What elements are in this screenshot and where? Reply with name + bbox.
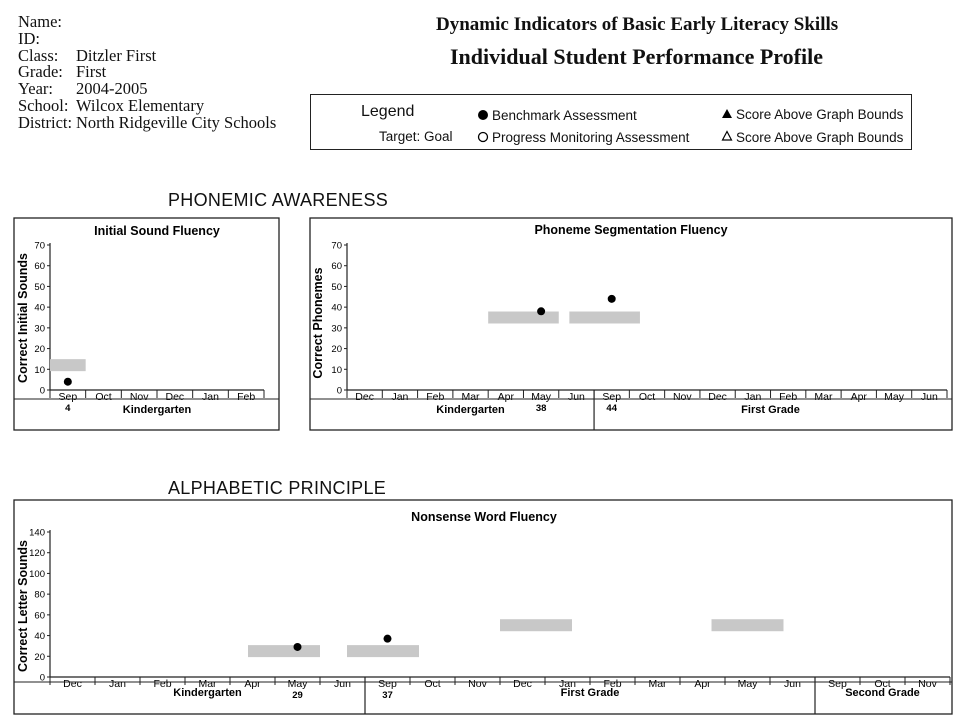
info-value: 2004-2005 [76, 79, 148, 99]
y-tick-label: 40 [34, 302, 45, 314]
benchmark-point [294, 643, 302, 651]
x-tick-label: May [531, 391, 552, 403]
x-tick-label: Apr [497, 391, 514, 403]
x-tick-label: Jan [391, 391, 409, 403]
score-label: 29 [292, 690, 303, 701]
y-tick-label: 50 [331, 281, 342, 293]
y-tick-label: 50 [34, 281, 45, 293]
y-tick-label: 0 [39, 385, 45, 397]
goal-bar [347, 645, 419, 657]
y-axis-label: Correct Letter Sounds [16, 540, 30, 672]
segment-label: First Grade [560, 687, 620, 699]
y-tick-label: 70 [331, 240, 342, 252]
y-tick-label: 20 [34, 344, 45, 356]
x-tick-label: May [884, 391, 904, 403]
y-axis-label: Correct Phonemes [311, 267, 325, 379]
segment-label: Kindergarten [122, 404, 192, 416]
x-tick-label: Mar [198, 678, 217, 690]
x-tick-label: Feb [237, 391, 256, 403]
segment-label: Kindergarten [436, 404, 505, 416]
info-label: School: [18, 95, 69, 115]
score-label: 44 [606, 403, 617, 414]
info-value: Ditzler First [76, 45, 157, 65]
x-tick-label: Dec [63, 678, 82, 690]
x-tick-label: Feb [426, 391, 445, 403]
goal-bar [248, 645, 320, 657]
x-tick-label: Feb [153, 678, 172, 690]
info-label: ID: [18, 28, 40, 48]
goal-bar [569, 312, 640, 324]
chart-2 [310, 218, 952, 430]
goal-bar [488, 312, 559, 324]
info-value: First [76, 62, 107, 82]
segment-label: Second Grade [845, 687, 920, 699]
legend-target: Target: Goal [379, 129, 453, 144]
score-label: 37 [382, 690, 393, 701]
y-tick-label: 30 [34, 323, 45, 335]
goal-bar [500, 619, 572, 631]
y-tick-label: 10 [34, 364, 45, 376]
report-subtitle: Individual Student Performance Profile [450, 44, 823, 69]
x-tick-label: Mar [648, 678, 667, 690]
x-tick-label: Jun [920, 391, 938, 403]
x-tick-label: Dec [513, 678, 532, 690]
y-tick-label: 40 [34, 631, 45, 643]
report-title: Dynamic Indicators of Basic Early Literacy Skills [436, 14, 839, 35]
legend-benchmark: Benchmark Assessment [492, 108, 637, 123]
x-tick-label: Dec [708, 391, 727, 403]
x-tick-label: Jan [559, 678, 576, 690]
y-tick-label: 60 [34, 610, 45, 622]
x-tick-label: Apr [850, 391, 867, 403]
x-tick-label: Feb [779, 391, 798, 403]
benchmark-point [384, 635, 392, 643]
y-tick-label: 10 [331, 364, 342, 376]
y-tick-label: 120 [29, 548, 45, 560]
info-value: North Ridgeville City Schools [76, 112, 277, 132]
y-tick-label: 20 [34, 651, 45, 663]
x-tick-label: Apr [244, 678, 261, 690]
legend-progress: Progress Monitoring Assessment [492, 130, 690, 145]
score-label: 38 [535, 403, 547, 414]
y-axis-label: Correct Initial Sounds [16, 253, 30, 383]
x-tick-label: Jan [202, 391, 219, 403]
legend-above-open: Score Above Graph Bounds [736, 130, 904, 145]
y-tick-label: 60 [331, 261, 342, 273]
chart-3 [14, 500, 952, 714]
y-tick-label: 0 [39, 672, 45, 684]
x-tick-label: Jun [567, 391, 585, 403]
info-label: Year: [18, 79, 53, 99]
x-tick-label: Nov [129, 391, 149, 403]
x-tick-label: Mar [814, 391, 833, 403]
benchmark-point [537, 307, 545, 315]
info-label: Name: [18, 12, 62, 31]
y-tick-label: 80 [34, 589, 45, 601]
x-tick-label: Feb [603, 678, 622, 690]
segment-label: Kindergarten [173, 687, 242, 699]
y-tick-label: 70 [34, 240, 45, 252]
segment-label: First Grade [741, 404, 800, 416]
legend-above-filled: Score Above Graph Bounds [736, 107, 904, 122]
x-tick-label: Dec [165, 391, 185, 403]
chart-title: Initial Sound Fluency [94, 224, 220, 238]
legend-title: Legend [361, 103, 415, 120]
x-tick-label: Jun [784, 678, 801, 690]
x-tick-label: May [287, 678, 308, 690]
info-label: Class: [18, 45, 59, 65]
x-tick-label: Oct [424, 678, 441, 690]
benchmark-point [64, 378, 72, 386]
y-tick-label: 40 [331, 302, 342, 314]
x-tick-label: Jan [744, 391, 762, 403]
y-tick-label: 140 [29, 527, 45, 539]
y-tick-label: 100 [29, 568, 45, 580]
y-tick-label: 30 [331, 323, 342, 335]
y-tick-label: 60 [34, 261, 45, 273]
chart-1 [14, 218, 279, 430]
x-tick-label: Nov [468, 678, 487, 690]
score-label: 4 [65, 403, 71, 414]
x-tick-label: Nov [672, 391, 692, 403]
x-tick-label: Jan [109, 678, 126, 690]
x-tick-label: Mar [461, 391, 480, 403]
info-label: Grade: [18, 62, 63, 82]
benchmark-point [608, 295, 616, 303]
goal-bar [712, 619, 784, 631]
x-tick-label: Jun [334, 678, 351, 690]
x-tick-label: Apr [694, 678, 711, 690]
chart-title: Phoneme Segmentation Fluency [534, 223, 728, 237]
section-phonemic: PHONEMIC AWARENESS [168, 190, 389, 210]
chart-title: Nonsense Word Fluency [411, 510, 557, 524]
x-tick-label: Sep [58, 391, 78, 403]
x-tick-label: Sep [378, 678, 397, 690]
x-tick-label: Oct [638, 391, 656, 403]
x-tick-label: Sep [602, 391, 622, 403]
x-tick-label: Dec [355, 391, 374, 403]
goal-bar [50, 359, 86, 371]
x-tick-label: Oct [95, 391, 112, 403]
x-tick-label: Nov [918, 678, 937, 690]
x-tick-label: May [737, 678, 758, 690]
y-tick-label: 20 [331, 344, 342, 356]
x-tick-label: Sep [828, 678, 847, 690]
y-tick-label: 0 [336, 385, 342, 397]
info-value: Wilcox Elementary [76, 95, 205, 115]
section-alphabetic: ALPHABETIC PRINCIPLE [168, 478, 387, 498]
info-label: District: [18, 112, 73, 132]
x-tick-label: Oct [874, 678, 891, 690]
